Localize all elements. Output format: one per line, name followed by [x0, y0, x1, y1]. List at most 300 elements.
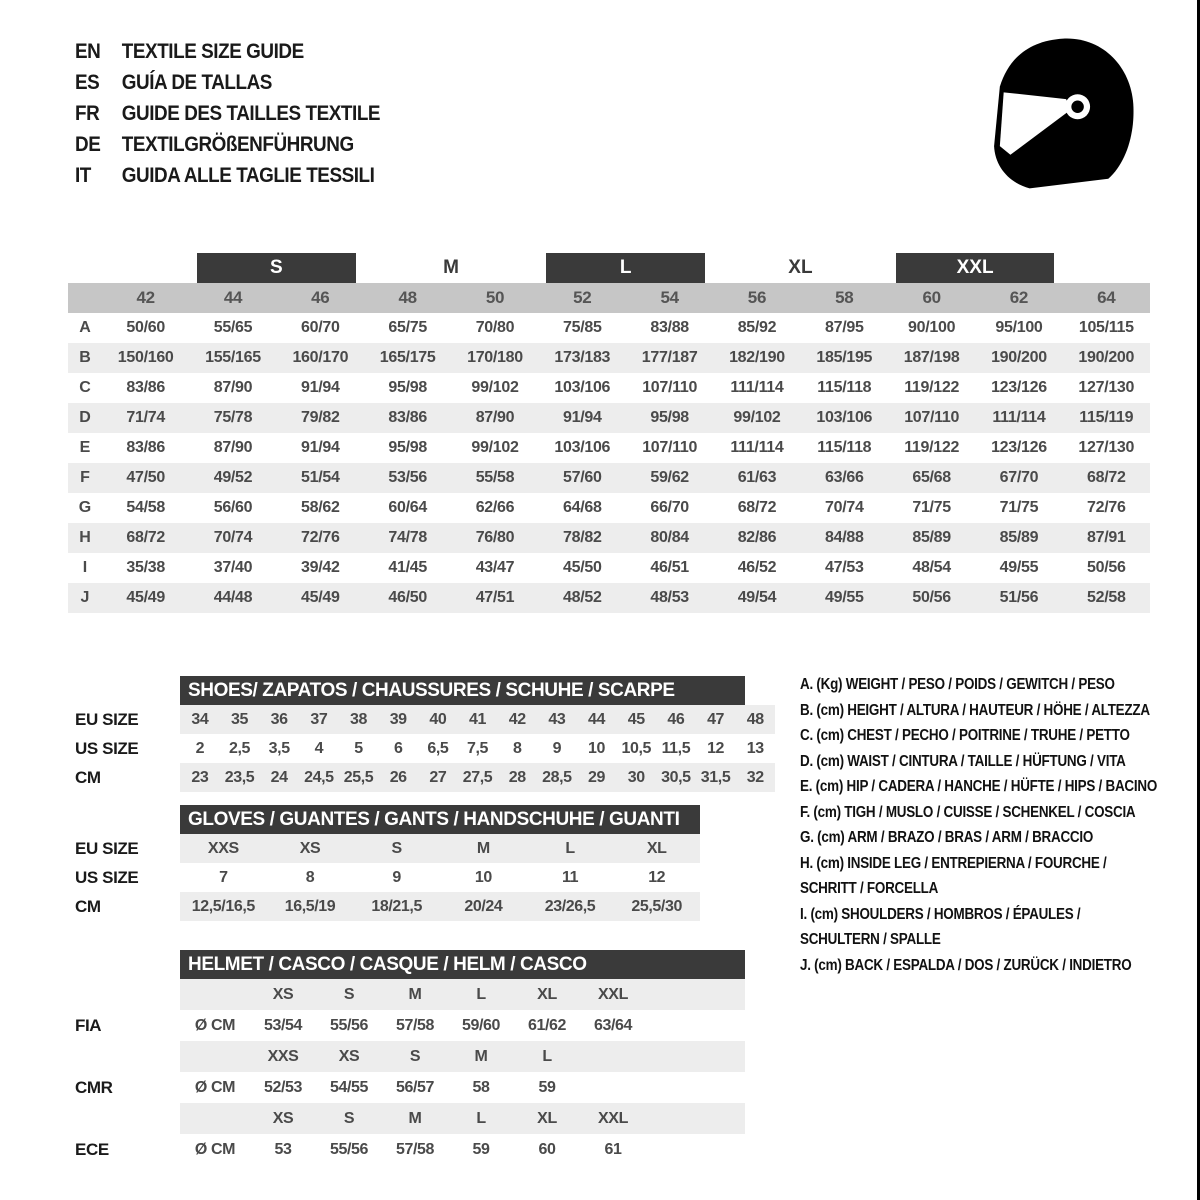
- row-values: [180, 763, 775, 792]
- helmet-values-row: [60, 1010, 745, 1041]
- value-cell: 28,5: [542, 768, 572, 786]
- numeric-size-label: 54: [660, 288, 679, 307]
- measurement-value: 107/110: [642, 379, 698, 396]
- legend-item: [800, 749, 1195, 775]
- measurement-value: 47/50: [126, 469, 165, 486]
- helmet-sizes-row: [60, 1041, 745, 1072]
- helmet-size-label: [580, 1041, 646, 1072]
- measurement-value: 65/75: [388, 319, 427, 336]
- language-code: DE: [75, 132, 101, 156]
- measurement-value: 53/56: [388, 469, 427, 486]
- legend-item: [800, 774, 1195, 800]
- measurement-value: 48/53: [650, 589, 689, 606]
- value-cell: 23,5: [224, 768, 255, 786]
- value-cell: 5: [354, 739, 363, 757]
- measurement-value: 155/165: [205, 349, 261, 366]
- value-cell: 36: [270, 710, 288, 728]
- measurement-value: 56/60: [213, 499, 253, 516]
- measurement-value: 91/94: [563, 409, 602, 426]
- measurement-value: 119/122: [904, 439, 960, 456]
- value-cell: 27: [429, 768, 447, 786]
- gloves-size-table: [60, 805, 700, 921]
- helmet-sizes: [180, 1103, 745, 1134]
- value-cell: 46: [667, 710, 685, 728]
- measurement-value: 46/51: [650, 559, 689, 576]
- value-cell: L: [565, 839, 575, 857]
- value-cell: 29: [588, 768, 606, 786]
- value-cell: 16,5/19: [284, 897, 336, 915]
- legend-line: J. (cm) BACK / ESPALDA / DOS / ZURÜCK / INDIETRO: [800, 956, 1132, 974]
- numeric-size-label: 52: [573, 288, 592, 307]
- value-cell: 44: [588, 710, 606, 728]
- value-cell: 47: [707, 710, 725, 728]
- measurement-value: 45/49: [301, 589, 340, 606]
- measurement-value: 87/91: [1087, 529, 1126, 546]
- row-values: [180, 834, 700, 863]
- language-title-list: [75, 36, 380, 191]
- measurement-value: 39/42: [301, 559, 340, 576]
- value-cell: S: [391, 839, 402, 857]
- shoes-table-row: [60, 734, 775, 763]
- value-cell: 3,5: [268, 739, 290, 757]
- measurement-value: 57/60: [563, 469, 602, 486]
- row-letter: B: [79, 349, 91, 366]
- measurement-value: 68/72: [737, 499, 777, 516]
- measurement-value: 185/195: [816, 349, 873, 366]
- row-values: [180, 892, 700, 921]
- racing-helmet-icon: [972, 28, 1164, 198]
- measurement-value: 115/118: [817, 439, 872, 456]
- size-band-xxl: XXL: [896, 253, 1055, 283]
- measurement-value: 58/62: [301, 499, 340, 516]
- helmet-values-row: [60, 1134, 745, 1165]
- language-title: GUÍA DE TALLAS: [121, 70, 272, 94]
- size-band-slot: [713, 253, 888, 283]
- measurement-value: 170/180: [467, 349, 523, 366]
- measurement-value: 65/68: [912, 469, 951, 486]
- row-label: US SIZE: [75, 738, 139, 758]
- measurement-value: 85/89: [999, 529, 1039, 546]
- measurement-value: 75/78: [213, 409, 253, 426]
- measurement-value: 35/38: [126, 559, 165, 576]
- helmet-value-cell: 59: [472, 1140, 490, 1158]
- value-cell: 31,5: [700, 768, 731, 786]
- measurement-value: 71/74: [126, 409, 165, 426]
- measurement-value: 49/54: [737, 589, 777, 606]
- size-bands-row: [68, 253, 1150, 283]
- numeric-size-label: 56: [747, 288, 767, 307]
- value-cell: 42: [508, 710, 526, 728]
- value-cell: 13: [746, 739, 764, 757]
- shoes-table-row: [60, 705, 775, 734]
- measurement-value: 127/130: [1078, 379, 1135, 396]
- measurement-value: 95/98: [388, 439, 427, 456]
- measurement-value: 107/110: [904, 409, 960, 426]
- language-title: GUIDE DES TAILLES TEXTILE: [121, 101, 381, 125]
- row-letter: I: [82, 559, 88, 576]
- value-cell: 25,5: [343, 768, 374, 786]
- language-row: [75, 36, 380, 67]
- measurement-value: 48/54: [912, 559, 951, 576]
- measurement-value: 83/88: [650, 319, 689, 336]
- language-title: TEXTILGRÖßENFÜHRUNG: [121, 132, 354, 156]
- measurement-row: [68, 373, 1150, 403]
- value-cell: 9: [552, 739, 562, 757]
- row-label: [60, 979, 180, 1010]
- standard-label: ECE: [75, 1139, 109, 1159]
- language-row: [75, 67, 380, 98]
- measurement-value: 70/74: [213, 529, 253, 546]
- legend-line: F. (cm) TIGH / MUSLO / CUISSE / SCHENKEL / COSCIA: [800, 803, 1136, 821]
- value-cell: 38: [350, 710, 368, 728]
- row-label: [60, 1041, 180, 1072]
- row-letter: G: [78, 499, 92, 516]
- diameter-spacer-cell: [180, 1041, 250, 1072]
- value-cell: 2,5: [228, 739, 251, 757]
- row-values: [180, 705, 775, 734]
- size-band-slot: [538, 253, 713, 283]
- value-cell: 9: [392, 868, 401, 886]
- value-cell: 10: [588, 739, 606, 757]
- helmet-size-label: L: [542, 1047, 552, 1065]
- helmet-values: [180, 1134, 745, 1165]
- legend-line: D. (cm) WAIST / CINTURA / TAILLE / HÜFTUNG / VITA: [800, 752, 1126, 770]
- measurement-value: 46/50: [388, 589, 427, 606]
- helmet-value-cell: 57/58: [395, 1016, 435, 1034]
- legend-item: [800, 953, 1195, 979]
- measurement-value: 119/122: [904, 379, 960, 396]
- value-cell: 12: [707, 739, 725, 757]
- measurement-value: 99/102: [471, 379, 519, 396]
- row-label: EU SIZE: [75, 709, 139, 729]
- helmet-size-label: XL: [537, 1109, 557, 1127]
- helmet-sizes-row: [60, 1103, 745, 1134]
- measurement-value: 90/100: [908, 319, 956, 336]
- measurement-value: 82/86: [737, 529, 777, 546]
- value-cell: 8: [305, 868, 315, 886]
- row-letter: E: [79, 439, 91, 456]
- helmet-table-title: HELMET / CASCO / CASQUE / HELM / CASCO: [180, 950, 745, 979]
- row-letter: H: [79, 529, 91, 546]
- value-cell: XS: [299, 839, 321, 857]
- language-title: GUIDA ALLE TAGLIE TESSILI: [121, 163, 375, 187]
- value-cell: 30: [627, 768, 645, 786]
- measurement-value: 115/119: [1079, 409, 1134, 426]
- helmet-size-label: XXL: [598, 985, 628, 1003]
- measurement-value: 64/68: [563, 499, 602, 516]
- helmet-value-cell: 58: [472, 1078, 490, 1096]
- legend-item: [800, 825, 1195, 851]
- measurement-value: 103/106: [554, 379, 611, 396]
- gloves-table-row: [60, 863, 700, 892]
- measurement-value: 83/86: [126, 379, 165, 396]
- row-label: CM: [75, 767, 101, 787]
- measurement-value: 68/72: [1087, 469, 1126, 486]
- row-letter: A: [79, 319, 91, 336]
- value-cell: 32: [746, 768, 764, 786]
- value-cell: 27,5: [462, 768, 493, 786]
- legend-line: I. (cm) SHOULDERS / HOMBROS / ÉPAULES /: [800, 905, 1081, 923]
- measurement-value: 84/88: [825, 529, 864, 546]
- value-cell: 26: [389, 768, 407, 786]
- helmet-values: [180, 1010, 745, 1041]
- legend-line: H. (cm) INSIDE LEG / ENTREPIERNA / FOURCHE /: [800, 854, 1107, 872]
- numeric-size-label: 60: [922, 288, 941, 307]
- value-cell: 11,5: [661, 739, 691, 757]
- helmet-size-label: M: [474, 1047, 488, 1065]
- value-cell: 4: [314, 739, 324, 757]
- measurement-row: [68, 583, 1150, 613]
- value-cell: 37: [310, 710, 328, 728]
- value-cell: M: [476, 839, 490, 857]
- helmet-value-cell: 63/64: [593, 1016, 633, 1034]
- measurement-value: 87/90: [213, 379, 253, 396]
- measurement-row: [68, 553, 1150, 583]
- helmet-size-table: [60, 950, 745, 1165]
- language-code: ES: [75, 70, 100, 94]
- measurement-value: 103/106: [554, 439, 611, 456]
- measurement-value: 68/72: [126, 529, 165, 546]
- measurement-value: 60/64: [388, 499, 427, 516]
- legend-line: SCHRITT / FORCELLA: [800, 880, 939, 897]
- size-band-m: M: [443, 257, 459, 278]
- measurement-value: 46/52: [737, 559, 777, 576]
- row-label: EU SIZE: [75, 838, 139, 858]
- measurement-value: 72/76: [301, 529, 340, 546]
- measurement-value: 150/160: [117, 349, 174, 366]
- measurement-value: 123/126: [991, 439, 1047, 456]
- gloves-table-row: [60, 892, 700, 921]
- row-label: US SIZE: [75, 867, 139, 887]
- legend-line: E. (cm) HIP / CADERA / HANCHE / HÜFTE / HIPS / BACINO: [800, 778, 1158, 795]
- gloves-table-row: [60, 834, 700, 863]
- measurement-value: 51/54: [301, 469, 340, 486]
- value-cell: 30,5: [661, 768, 691, 786]
- helmet-value-cell: 59/60: [461, 1016, 501, 1034]
- numeric-size-label: 46: [311, 288, 330, 307]
- row-values: [180, 863, 700, 892]
- diameter-label-cell: Ø CM: [194, 1140, 236, 1158]
- measurement-value: 47/53: [825, 559, 864, 576]
- value-cell: 20/24: [464, 897, 503, 915]
- measurement-value: 49/55: [825, 589, 864, 606]
- legend-line: C. (cm) CHEST / PECHO / POITRINE / TRUHE / PETTO: [800, 727, 1130, 744]
- value-cell: 2: [195, 739, 205, 757]
- measurement-value: 173/183: [554, 349, 611, 366]
- measurement-value: 45/49: [126, 589, 165, 606]
- measurement-value: 80/84: [650, 529, 689, 546]
- numeric-size-label: 58: [835, 288, 854, 307]
- size-band-slot: [189, 253, 364, 283]
- corner-cell: [68, 283, 102, 313]
- measurement-value: 48/52: [563, 589, 602, 606]
- measurement-value: 60/70: [301, 319, 340, 336]
- language-title: TEXTILE SIZE GUIDE: [121, 39, 304, 63]
- value-cell: 11: [561, 868, 579, 886]
- measurement-value: 55/65: [213, 319, 253, 336]
- helmet-size-label: XS: [272, 1109, 294, 1127]
- legend-line: SCHULTERN / SPALLE: [800, 931, 941, 948]
- measurement-value: 190/200: [1078, 349, 1135, 366]
- helmet-size-label: S: [409, 1047, 421, 1065]
- value-cell: 25,5/30: [631, 897, 682, 915]
- measurement-row: [68, 403, 1150, 433]
- measurement-value: 103/106: [816, 409, 873, 426]
- language-row: [75, 160, 380, 191]
- measurement-value: 79/82: [301, 409, 340, 426]
- measurement-value: 111/114: [992, 409, 1046, 426]
- textile-measurements-table: [68, 253, 1150, 613]
- numeric-size-label: 44: [223, 288, 243, 307]
- measurement-value: 62/66: [475, 499, 515, 516]
- language-row: [75, 98, 380, 129]
- measurement-value: 127/130: [1078, 439, 1135, 456]
- legend-line: A. (Kg) WEIGHT / PESO / POIDS / GEWITCH / PESO: [800, 676, 1115, 693]
- measurement-value: 99/102: [733, 409, 781, 426]
- measurement-value: 55/58: [475, 469, 515, 486]
- row-label: [60, 1103, 180, 1134]
- helmet-value-cell: 61/62: [527, 1016, 567, 1034]
- helmet-value-cell: 59: [538, 1078, 556, 1096]
- measurement-value: 177/187: [641, 349, 698, 366]
- helmet-values-row: [60, 1072, 745, 1103]
- helmet-sizes-row: [60, 979, 745, 1010]
- value-cell: 23: [191, 768, 209, 786]
- helmet-value-cell: 54/55: [329, 1078, 369, 1096]
- helmet-size-label: M: [408, 1109, 422, 1127]
- measurement-value: 47/51: [475, 589, 515, 606]
- measurement-value: 67/70: [999, 469, 1039, 486]
- helmet-size-label: S: [343, 1109, 355, 1127]
- value-cell: XXS: [207, 839, 239, 857]
- measurement-value: 95/98: [388, 379, 427, 396]
- helmet-size-label: XXL: [598, 1109, 628, 1127]
- measurement-value: 107/110: [642, 439, 698, 456]
- size-band-s: S: [197, 253, 356, 283]
- measurement-value: 61/63: [737, 469, 777, 486]
- value-cell: 41: [469, 710, 487, 728]
- value-cell: 6,5: [427, 739, 449, 757]
- measurement-value: 95/98: [650, 409, 689, 426]
- measurement-value: 99/102: [471, 439, 519, 456]
- value-cell: 39: [389, 710, 407, 728]
- legend-item: [800, 851, 1195, 902]
- measurement-value: 49/52: [213, 469, 253, 486]
- measurement-value: 71/75: [999, 499, 1039, 516]
- helmet-sizes: [180, 979, 745, 1010]
- measurement-value: 50/56: [912, 589, 951, 606]
- numeric-sizes-row: [68, 283, 1150, 313]
- band-spacer: [1062, 253, 1149, 283]
- measurement-value: 190/200: [991, 349, 1047, 366]
- helmet-value-cell: 61: [604, 1140, 622, 1158]
- value-cell: 40: [429, 710, 447, 728]
- value-cell: 24: [270, 768, 288, 786]
- measurement-value: 123/126: [991, 379, 1047, 396]
- size-band-l: L: [546, 253, 705, 283]
- measurement-value: 83/86: [388, 409, 427, 426]
- helmet-value-cell: 53/54: [263, 1016, 303, 1034]
- row-letter: C: [79, 379, 91, 396]
- numeric-size-label: 62: [1009, 288, 1029, 307]
- language-row: [75, 129, 380, 160]
- measurement-value: 70/80: [475, 319, 515, 336]
- value-cell: 48: [746, 710, 764, 728]
- measurement-value: 50/60: [126, 319, 165, 336]
- shoes-table-row: [60, 763, 775, 792]
- measurement-value: 76/80: [475, 529, 515, 546]
- value-cell: 45: [627, 710, 645, 728]
- measurement-value: 59/62: [650, 469, 689, 486]
- row-values: [180, 734, 775, 763]
- legend-item: [800, 902, 1195, 953]
- measurement-value: 87/90: [213, 439, 253, 456]
- measurement-value: 165/175: [379, 349, 436, 366]
- language-code: EN: [75, 39, 101, 63]
- numeric-size-label: 64: [1097, 288, 1116, 307]
- value-cell: 10: [474, 868, 492, 886]
- measurement-value: 111/114: [730, 379, 784, 396]
- helmet-size-label: XXS: [267, 1047, 299, 1065]
- measurement-value: 70/74: [825, 499, 864, 516]
- measurement-row: [68, 343, 1150, 373]
- value-cell: 8: [512, 739, 522, 757]
- measurement-value: 85/92: [737, 319, 777, 336]
- measurement-value: 51/56: [999, 589, 1039, 606]
- standard-label: FIA: [75, 1015, 102, 1035]
- value-cell: XL: [646, 839, 667, 857]
- helmet-value-cell: 55/56: [329, 1140, 369, 1158]
- measurement-value: 49/55: [999, 559, 1039, 576]
- diameter-label-cell: Ø CM: [194, 1078, 236, 1096]
- helmet-size-label: XL: [537, 985, 557, 1003]
- value-cell: 34: [191, 710, 209, 728]
- measurement-value: 45/50: [563, 559, 602, 576]
- legend-line: G. (cm) ARM / BRAZO / BRAS / ARM / BRACCIO: [800, 829, 1094, 846]
- diameter-label-cell: Ø CM: [194, 1016, 236, 1034]
- size-band-slot: [364, 253, 539, 283]
- value-cell: 24,5: [304, 768, 334, 786]
- legend-item: [800, 698, 1195, 724]
- gloves-table-title: GLOVES / GUANTES / GANTS / HANDSCHUHE / GUANTI: [180, 805, 700, 834]
- size-band-slot: [888, 253, 1063, 283]
- measurement-row: [68, 463, 1150, 493]
- helmet-size-label: XS: [338, 1047, 360, 1065]
- legend-line: B. (cm) HEIGHT / ALTURA / HAUTEUR / HÖHE / ALTEZZA: [800, 701, 1150, 719]
- measurement-value: 83/86: [126, 439, 165, 456]
- measurement-value: 91/94: [301, 379, 340, 396]
- legend-item: [800, 723, 1195, 749]
- helmet-size-label: S: [343, 985, 355, 1003]
- helmet-value-cell: [580, 1072, 646, 1103]
- measurement-value: 43/47: [475, 559, 515, 576]
- value-cell: 23/26,5: [544, 897, 596, 915]
- measurement-value: 182/190: [729, 349, 785, 366]
- value-cell: 7: [219, 868, 228, 886]
- numeric-size-label: 42: [136, 288, 155, 307]
- measurement-value: 41/45: [388, 559, 427, 576]
- value-cell: 28: [508, 768, 526, 786]
- measurement-value: 160/170: [292, 349, 349, 366]
- value-cell: 7,5: [467, 739, 489, 757]
- measurement-value: 85/89: [912, 529, 951, 546]
- legend-item: [800, 672, 1195, 698]
- measurement-value: 37/40: [213, 559, 253, 576]
- row-label: CM: [75, 896, 101, 916]
- measurement-value: 78/82: [563, 529, 602, 546]
- helmet-value-cell: 56/57: [395, 1078, 435, 1096]
- measurement-row: [68, 523, 1150, 553]
